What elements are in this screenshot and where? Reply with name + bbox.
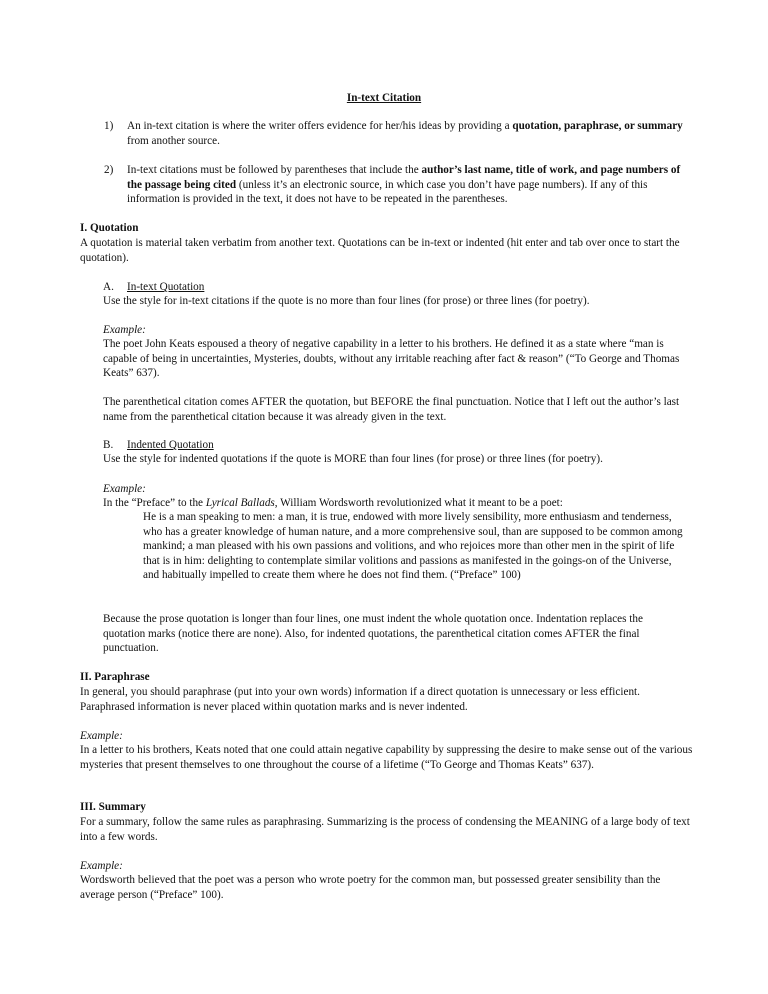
list-text-plain: An in-text citation is where the writer offers evidence for her/his ideas by providing a [127, 120, 513, 132]
summary-intro: For a summary, follow the same rules as paraphrasing. Summarizing is the process of condensing the MEANING of a large body of text into a few words. [80, 816, 690, 843]
subsection-letter: A. [103, 281, 114, 293]
in-text-description: Use the style for in-text citations if the quote is no more than four lines (for prose) or three lines (for poetry). [103, 295, 590, 307]
example-label: Example: [80, 860, 123, 872]
subsection-heading-in-text: In-text Quotation [127, 281, 205, 293]
subsection-letter: B. [103, 439, 114, 451]
summary-example: Wordsworth believed that the poet was a person who wrote poetry for the common man, but possessed greater sensibility than the average person (“Preface” 100). [80, 874, 661, 901]
list-text-plain: from another source. [127, 134, 220, 147]
list-text [127, 163, 687, 207]
indented-note: Because the prose quotation is longer than four lines, one must indent the whole quotation once. Indentation replaces the quotation marks (notice there are none). Also, for indented quotations, the parenthetical citation comes AFTER the final punctuation. [103, 613, 643, 655]
section-heading-summary: III. Summary [80, 801, 146, 813]
in-text-example: The poet John Keats espoused a theory of negative capability in a letter to his brothers. He defined it as a state where “man is capable of being in uncertainties, Mysteries, doubts, without any irritable reaching after fact & reason” (“To George and Thomas Keats” 637). [103, 338, 680, 380]
example-label: Example: [103, 483, 146, 495]
section-heading-paraphrase: II. Paraphrase [80, 671, 150, 683]
list-text-plain: In-text citations must be followed by parentheses that include the [127, 164, 422, 176]
paraphrase-example: In a letter to his brothers, Keats noted that one could attain negative capability by suppressing the desire to make sense out of the various mysteries that present themselves to one throughout the course of a lifetime (“To George and Thomas Keats” 637). [80, 744, 693, 771]
list-text-plain: (unless it’s an electronic source, in which case you don’t have page numbers). If any of this information is provided in the text, it does not have to be repeated in the parentheses. [127, 178, 648, 206]
paraphrase-intro: In general, you should paraphrase (put into your own words) information if a direct quotation is unnecessary or less efficient. Paraphrased information is never placed within quotation marks and is never indented. [80, 686, 640, 713]
indented-example-lead [103, 496, 688, 511]
quotation-intro: A quotation is material taken verbatim from another text. Quotations can be in-text or indented (hit enter and tab over once to start the quotation). [80, 237, 680, 264]
list-text-bold: quotation, paraphrase, or summary [512, 120, 683, 132]
block-quote: He is a man speaking to men: a man, it is true, endowed with more lively sensibility, more enthusiasm and tenderness, who has a greater knowledge of human nature, and a more comprehensive soul, than are supposed to be common among mankind; a man pleased with his own passions and volitions, and who rejoices more than other men in the spirit of life that is in him: delighting to contemplate similar volitions and passions as manifested in the goings-on of the Universe, and habitually impelled to create them where he does not find them. (“Preface” 100) [143, 511, 683, 582]
lead-text-plain: , William Wordsworth revolutionized what it meant to be a poet: [274, 497, 563, 509]
list-text [127, 119, 687, 148]
in-text-note: The parenthetical citation comes AFTER the quotation, but BEFORE the final punctuation. Notice that I left out the author’s last name from the parenthetical citation because it was already given in the text. [103, 396, 680, 423]
indented-description: Use the style for indented quotations if the quote is MORE than four lines (for prose) or three lines (for poetry). [103, 453, 603, 465]
list-number: 2) [104, 164, 114, 176]
subsection-heading-indented: Indented Quotation [127, 439, 214, 451]
lead-text-plain: In the “Preface” to the [103, 497, 206, 509]
list-text-bold: author’s last name, title of work, and page numbers of the passage being cited [127, 164, 681, 191]
page-title: In-text Citation [346, 92, 422, 104]
list-number: 1) [104, 120, 114, 132]
section-heading-quotation: I. Quotation [80, 222, 139, 234]
example-label: Example: [103, 324, 146, 336]
lead-text-italic: Lyrical Ballads [205, 497, 275, 509]
example-label: Example: [80, 730, 123, 742]
